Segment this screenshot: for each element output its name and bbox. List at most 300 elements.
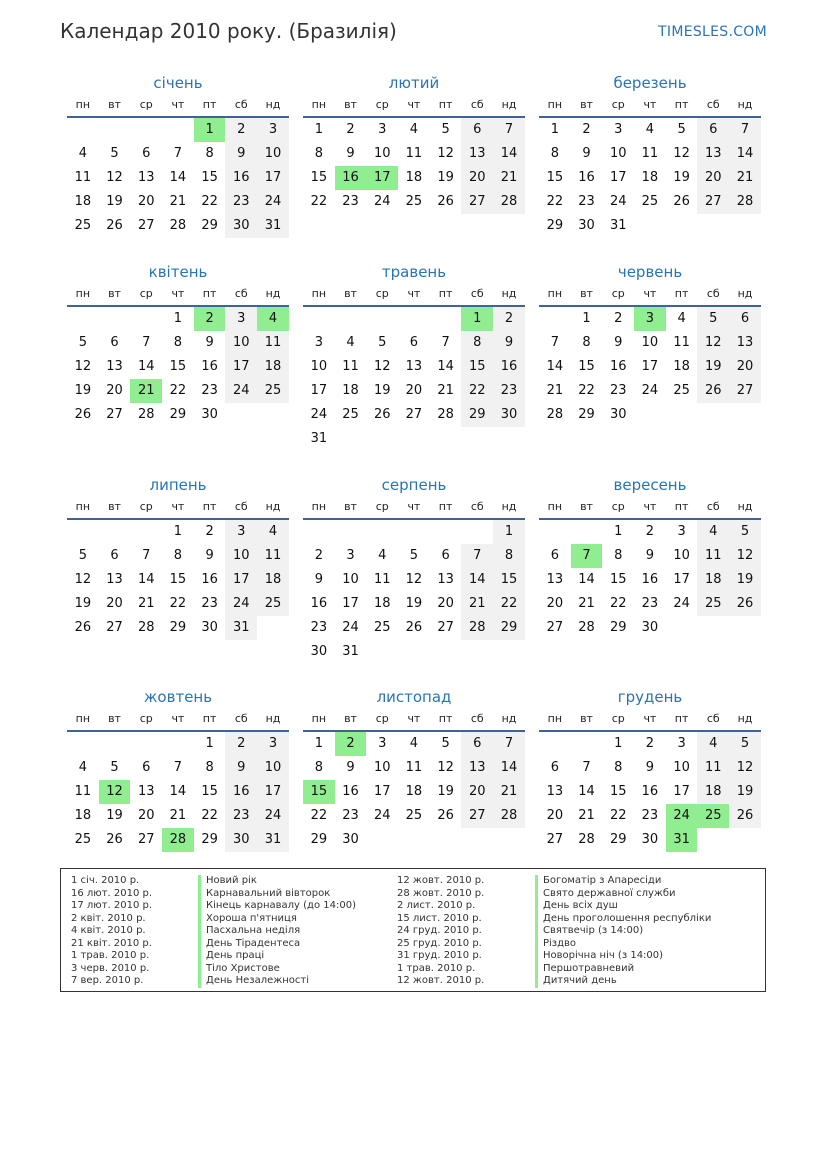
day-cell: 18 (373, 596, 391, 611)
day-cell: 5 (441, 736, 450, 751)
holiday-day: 2 (335, 732, 367, 756)
weekday-label: чт (643, 712, 657, 725)
day-cell: 29 (578, 407, 595, 422)
day-cell: 13 (106, 359, 123, 374)
weekday-label: нд (737, 712, 753, 725)
day-cell: 16 (342, 784, 359, 799)
day-cell: 10 (310, 359, 328, 374)
holiday-day: 15 (303, 780, 335, 804)
empty-cell (571, 520, 603, 544)
day-cell: 10 (257, 756, 289, 780)
holiday-day: 25 (697, 804, 729, 828)
day-cell: 28 (137, 407, 155, 422)
day-cell: 17 (257, 166, 289, 190)
day-cell: 9 (614, 335, 623, 350)
day-cell: 5 (677, 122, 686, 137)
day-cell: 22 (310, 808, 328, 823)
day-cell: 9 (346, 146, 355, 161)
day-cell: 30 (641, 832, 659, 847)
day-cell: 28 (493, 190, 525, 214)
day-cell: 20 (697, 166, 729, 190)
day-cell: 14 (137, 359, 155, 374)
empty-cell (67, 732, 99, 756)
legend-holiday-name: Пасхальна неділя (206, 925, 301, 936)
day-cell: 17 (373, 784, 391, 799)
day-cell: 15 (546, 170, 564, 185)
holiday-day: 1 (461, 307, 493, 331)
day-cell: 11 (697, 756, 729, 780)
day-cell: 5 (110, 146, 119, 161)
day-cell: 21 (137, 596, 155, 611)
legend-holiday-name: Богоматір з Апаресіди (543, 875, 662, 886)
day-cell: 19 (437, 784, 454, 799)
day-cell: 14 (461, 568, 493, 592)
weekday-label: пн (311, 98, 327, 111)
day-cell: 16 (641, 784, 659, 799)
day-cell: 17 (225, 355, 257, 379)
weekday-label: нд (265, 712, 281, 725)
day-cell: 13 (461, 756, 493, 780)
holiday-day: 31 (666, 828, 698, 852)
day-cell: 10 (641, 335, 659, 350)
day-cell: 21 (169, 808, 187, 823)
day-cell: 30 (201, 620, 218, 635)
weekday-label: пн (311, 287, 327, 300)
legend-names-left (198, 875, 356, 988)
day-cell: 22 (609, 808, 627, 823)
month-4 (67, 261, 289, 427)
day-cell: 8 (173, 548, 183, 563)
day-cell: 10 (225, 544, 257, 568)
day-cell: 23 (493, 379, 525, 403)
month-10 (67, 686, 289, 852)
day-cell: 6 (461, 732, 493, 756)
day-cell: 25 (405, 194, 423, 209)
day-cell: 3 (225, 520, 257, 544)
day-cell: 15 (609, 784, 627, 799)
day-cell: 24 (342, 620, 359, 635)
day-cell: 18 (697, 568, 729, 592)
day-cell: 13 (405, 359, 423, 374)
day-cell: 21 (578, 596, 595, 611)
day-cell: 25 (257, 379, 289, 403)
day-cell: 3 (378, 122, 387, 137)
day-cell: 29 (493, 616, 525, 640)
month-name: серпень (381, 476, 447, 494)
day-cell: 11 (342, 359, 359, 374)
day-cell: 15 (169, 359, 187, 374)
holiday-day: 2 (194, 307, 226, 331)
legend-date: 2 лист. 2010 р. (397, 900, 476, 911)
empty-cell (430, 307, 462, 331)
day-cell: 20 (729, 355, 761, 379)
day-cell: 7 (493, 732, 525, 756)
day-cell: 23 (609, 383, 627, 398)
weekday-label: вт (344, 287, 357, 300)
day-cell: 8 (614, 760, 623, 775)
day-cell: 3 (314, 335, 323, 350)
empty-cell (99, 520, 131, 544)
day-cell: 1 (550, 122, 559, 137)
day-cell: 4 (78, 146, 87, 161)
month-name: квітень (148, 263, 208, 281)
weekday-label: сб (470, 98, 484, 111)
weekday-label: сб (470, 500, 484, 513)
day-grid (67, 307, 289, 427)
day-cell: 6 (142, 760, 151, 775)
day-cell: 10 (609, 146, 627, 161)
day-cell: 10 (342, 572, 359, 587)
day-grid (303, 520, 525, 664)
day-cell: 31 (257, 828, 289, 852)
day-cell: 30 (493, 403, 525, 427)
day-cell: 13 (697, 142, 729, 166)
day-cell: 25 (697, 592, 729, 616)
day-cell: 29 (310, 832, 328, 847)
day-cell: 27 (697, 190, 729, 214)
day-cell: 7 (142, 548, 151, 563)
day-cell: 12 (74, 359, 92, 374)
day-cell: 28 (461, 616, 493, 640)
day-cell: 17 (257, 780, 289, 804)
day-cell: 7 (173, 760, 183, 775)
day-cell: 27 (546, 620, 564, 635)
day-cell: 16 (493, 355, 525, 379)
day-cell: 20 (461, 780, 493, 804)
weekday-label: вт (344, 712, 357, 725)
day-cell: 17 (342, 596, 359, 611)
day-cell: 16 (225, 780, 257, 804)
day-cell: 26 (437, 808, 454, 823)
legend-holiday-name: День Незалежності (206, 975, 310, 986)
day-cell: 1 (173, 311, 183, 326)
day-cell: 27 (405, 407, 423, 422)
day-cell: 28 (169, 218, 187, 233)
month-name: грудень (617, 688, 683, 706)
weekday-label: вт (108, 98, 121, 111)
day-cell: 14 (578, 784, 595, 799)
day-cell: 5 (378, 335, 387, 350)
day-cell: 25 (373, 620, 391, 635)
day-cell: 2 (614, 311, 623, 326)
weekday-label: пт (674, 98, 689, 111)
legend-holiday-name: Святвечір (з 14:00) (543, 925, 644, 936)
weekday-label: нд (737, 500, 753, 513)
weekday-label: чт (407, 712, 421, 725)
empty-cell (430, 520, 462, 544)
weekday-label: нд (737, 98, 753, 111)
empty-cell (67, 307, 99, 331)
day-cell: 30 (225, 828, 257, 852)
day-cell: 3 (257, 118, 289, 142)
day-cell: 18 (673, 359, 690, 374)
weekday-label: чт (643, 500, 657, 513)
weekday-label: ср (139, 287, 153, 300)
month-2 (303, 72, 525, 214)
day-cell: 13 (546, 784, 564, 799)
day-cell: 25 (673, 383, 690, 398)
weekday-label: вт (580, 287, 593, 300)
empty-cell (303, 520, 335, 544)
day-cell: 18 (405, 170, 423, 185)
month-7 (67, 474, 289, 640)
day-cell: 30 (578, 218, 595, 233)
day-cell: 25 (405, 808, 423, 823)
weekday-label: нд (737, 287, 753, 300)
day-cell: 8 (314, 760, 323, 775)
day-cell: 27 (106, 407, 123, 422)
day-cell: 7 (173, 146, 183, 161)
day-cell: 25 (342, 407, 359, 422)
day-cell: 18 (74, 194, 92, 209)
weekday-label: пт (674, 500, 689, 513)
day-cell: 17 (673, 784, 690, 799)
day-cell: 17 (641, 359, 659, 374)
day-cell: 7 (582, 760, 591, 775)
day-cell: 21 (546, 383, 564, 398)
weekday-label: чт (407, 287, 421, 300)
legend-names-right (535, 875, 711, 988)
legend-date: 16 лют. 2010 р. (71, 887, 153, 899)
day-cell: 24 (257, 804, 289, 828)
day-cell: 22 (201, 808, 218, 823)
day-cell: 1 (582, 311, 591, 326)
weekday-label: пн (547, 98, 563, 111)
day-cell: 8 (461, 331, 493, 355)
weekday-label: чт (171, 500, 185, 513)
day-cell: 12 (437, 760, 454, 775)
weekday-label: вт (344, 500, 357, 513)
empty-cell (303, 307, 335, 331)
day-cell: 1 (205, 736, 214, 751)
day-cell: 7 (493, 118, 525, 142)
day-cell: 7 (729, 118, 761, 142)
weekday-label: сб (234, 712, 248, 725)
day-cell: 13 (137, 170, 155, 185)
day-cell: 17 (310, 383, 328, 398)
weekday-label: пт (438, 500, 453, 513)
holiday-day: 7 (571, 544, 603, 568)
day-cell: 22 (461, 379, 493, 403)
day-cell: 14 (578, 572, 595, 587)
weekday-label: пн (547, 712, 563, 725)
month-9 (539, 474, 761, 640)
day-cell: 2 (314, 548, 323, 563)
day-cell: 12 (729, 756, 761, 780)
weekday-label: нд (501, 500, 517, 513)
weekday-label: вт (580, 98, 593, 111)
day-cell: 28 (578, 620, 595, 635)
weekday-label: ср (611, 500, 625, 513)
day-cell: 22 (578, 383, 595, 398)
legend-date: 21 квіт. 2010 р. (71, 937, 152, 949)
weekday-label: чт (171, 287, 185, 300)
month-name: липень (149, 476, 207, 494)
day-cell: 10 (257, 142, 289, 166)
day-cell: 8 (614, 548, 623, 563)
day-cell: 11 (373, 572, 391, 587)
day-cell: 22 (493, 592, 525, 616)
day-cell: 19 (729, 568, 761, 592)
day-cell: 21 (493, 166, 525, 190)
empty-cell (162, 732, 194, 756)
day-cell: 8 (205, 760, 214, 775)
day-cell: 29 (546, 218, 564, 233)
day-cell: 1 (614, 736, 623, 751)
day-cell: 8 (205, 146, 214, 161)
day-cell: 4 (645, 122, 655, 137)
day-cell: 11 (74, 170, 92, 185)
day-cell: 4 (409, 736, 419, 751)
empty-cell (539, 307, 571, 331)
day-cell: 9 (205, 335, 214, 350)
legend-holiday-name: Першотравневий (543, 962, 635, 974)
weekday-header (67, 496, 289, 520)
day-cell: 16 (310, 596, 328, 611)
day-cell: 1 (173, 524, 183, 539)
legend-holiday-name: Тіло Христове (206, 962, 280, 974)
day-cell: 3 (614, 122, 623, 137)
month-name: березень (613, 74, 687, 92)
day-grid (539, 520, 761, 640)
day-cell: 15 (201, 170, 218, 185)
weekday-label: ср (375, 287, 389, 300)
day-cell: 11 (405, 146, 423, 161)
day-cell: 6 (729, 307, 761, 331)
day-cell: 30 (641, 620, 659, 635)
day-cell: 14 (437, 359, 454, 374)
empty-cell (539, 520, 571, 544)
day-cell: 27 (137, 832, 155, 847)
weekday-label: ср (139, 500, 153, 513)
day-cell: 12 (673, 146, 690, 161)
day-cell: 27 (437, 620, 454, 635)
weekday-header (67, 283, 289, 307)
legend-date: 4 квіт. 2010 р. (71, 925, 146, 936)
weekday-header (303, 94, 525, 118)
weekday-label: ср (375, 712, 389, 725)
day-cell: 18 (641, 170, 659, 185)
weekday-label: пт (202, 98, 217, 111)
weekday-label: пн (311, 500, 327, 513)
day-cell: 8 (173, 335, 183, 350)
day-cell: 19 (106, 194, 123, 209)
day-cell: 2 (493, 307, 525, 331)
day-cell: 9 (346, 760, 355, 775)
day-cell: 5 (729, 520, 761, 544)
day-cell: 23 (641, 596, 659, 611)
empty-cell (398, 307, 430, 331)
day-cell: 23 (310, 620, 328, 635)
day-cell: 2 (346, 122, 355, 137)
day-cell: 17 (609, 170, 627, 185)
day-cell: 31 (609, 218, 627, 233)
day-cell: 30 (609, 407, 627, 422)
day-cell: 4 (257, 520, 289, 544)
day-cell: 29 (169, 620, 187, 635)
weekday-label: чт (407, 500, 421, 513)
day-cell: 6 (461, 118, 493, 142)
weekday-label: чт (643, 287, 657, 300)
month-11 (303, 686, 525, 852)
day-cell: 19 (373, 383, 391, 398)
day-cell: 17 (225, 568, 257, 592)
day-cell: 14 (493, 142, 525, 166)
legend-date: 31 груд. 2010 р. (397, 950, 482, 961)
weekday-label: чт (171, 712, 185, 725)
day-cell: 15 (578, 359, 595, 374)
day-grid (539, 307, 761, 427)
day-cell: 20 (546, 596, 564, 611)
day-cell: 24 (310, 407, 328, 422)
day-cell: 21 (437, 383, 454, 398)
day-cell: 27 (546, 832, 564, 847)
day-cell: 12 (405, 572, 423, 587)
weekday-label: ср (611, 287, 625, 300)
day-cell: 14 (169, 170, 187, 185)
day-cell: 2 (225, 732, 257, 756)
legend-date: 1 трав. 2010 р. (71, 950, 150, 961)
day-cell: 14 (137, 572, 155, 587)
day-grid (539, 118, 761, 238)
day-cell: 11 (257, 544, 289, 568)
day-cell: 9 (225, 142, 257, 166)
day-cell: 25 (641, 194, 659, 209)
weekday-label: нд (265, 500, 281, 513)
weekday-label: сб (234, 287, 248, 300)
day-cell: 10 (673, 760, 690, 775)
day-cell: 10 (373, 146, 391, 161)
day-cell: 23 (225, 190, 257, 214)
day-cell: 28 (729, 190, 761, 214)
day-cell: 8 (493, 544, 525, 568)
month-8 (303, 474, 525, 664)
day-cell: 22 (169, 596, 187, 611)
day-cell: 3 (677, 736, 686, 751)
day-cell: 28 (546, 407, 564, 422)
weekday-label: нд (501, 712, 517, 725)
site-link[interactable]: TIMESLES.COM (658, 24, 767, 40)
weekday-label: сб (470, 287, 484, 300)
month-name: листопад (376, 688, 452, 706)
empty-cell (99, 118, 131, 142)
day-cell: 22 (546, 194, 564, 209)
day-cell: 7 (461, 544, 493, 568)
day-cell: 25 (74, 832, 92, 847)
day-cell: 4 (346, 335, 355, 350)
day-cell: 1 (493, 520, 525, 544)
legend-holiday-name: Різдво (543, 937, 577, 949)
day-cell: 6 (142, 146, 151, 161)
weekday-label: пн (547, 287, 563, 300)
day-cell: 3 (378, 736, 387, 751)
day-cell: 9 (493, 331, 525, 355)
weekday-label: чт (643, 98, 657, 111)
day-cell: 18 (405, 784, 423, 799)
holiday-day: 21 (130, 379, 162, 403)
day-cell: 31 (257, 214, 289, 238)
weekday-label: ср (139, 712, 153, 725)
legend-date: 1 трав. 2010 р. (397, 962, 476, 974)
weekday-label: пн (75, 500, 91, 513)
day-cell: 21 (461, 592, 493, 616)
weekday-header (539, 94, 761, 118)
weekday-label: вт (108, 712, 121, 725)
empty-cell (335, 307, 367, 331)
day-cell: 22 (609, 596, 627, 611)
legend-date: 12 жовт. 2010 р. (397, 975, 485, 986)
day-cell: 4 (697, 732, 729, 756)
